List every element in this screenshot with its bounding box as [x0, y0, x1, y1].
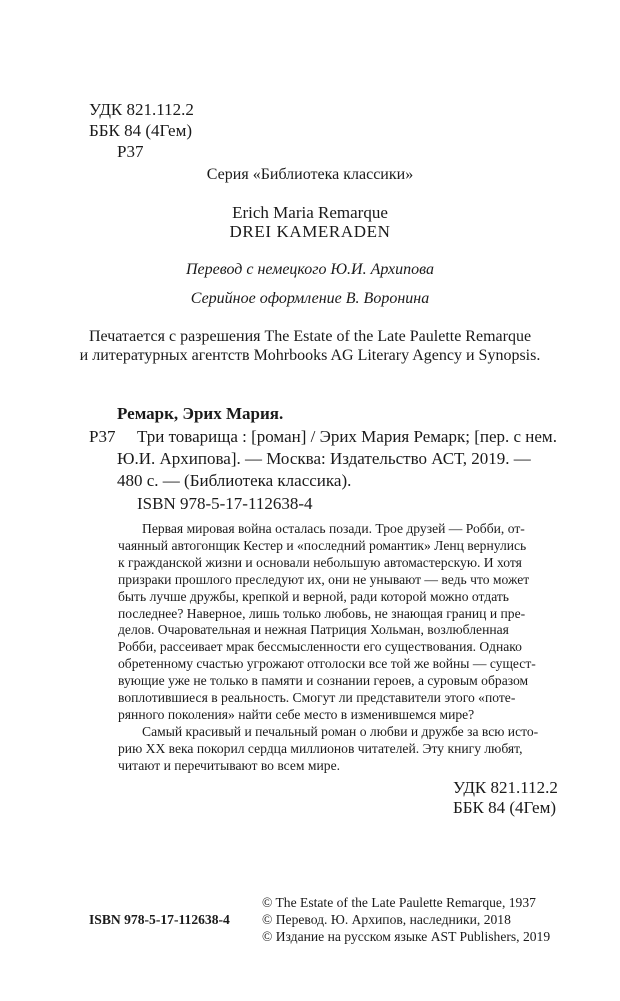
annotation-line: быть лучше дружбы, крепкой и верной, ради которой можно отдать: [118, 588, 510, 604]
series-title: Серия «Библиотека классики»: [206, 166, 414, 183]
annotation-line: делов. Очаровательная и нежная Патриция Хольман, возлюбленная: [118, 622, 509, 638]
permission-line-2: и литературных агентств Mohrbooks AG Literary Agency и Synopsis.: [79, 347, 541, 364]
annotation-line: обретенному счастью угрожают отголоски все той же войны — сущест-: [118, 656, 536, 672]
bbk-code-top: ББК 84 (4Гем): [89, 121, 193, 140]
copyright-line-1: © The Estate of the Late Paulette Remarque, 1937: [262, 895, 536, 910]
original-author: Erich Maria Remarque: [232, 203, 388, 222]
catalog-line-1: Три товарища : [роман] / Эрих Мария Ремарк; [пер. с нем.: [137, 427, 557, 446]
annotation-line: последнее? Наверное, лишь только любовь, не знающая границ и пре-: [118, 605, 526, 621]
copyright-line-2: © Перевод. Ю. Архипов, наследники, 2018: [262, 912, 511, 927]
annotation-line: воплотившиеся в реальность. Смогут ли представители этого «поте-: [118, 690, 516, 706]
annotation-line: призраки прошлого преследуют их, они не унывают — ведь что может: [118, 571, 530, 587]
bbk-code-bottom: ББК 84 (4Гем): [453, 798, 557, 817]
annotation-line: Первая мировая война осталась позади. Трое друзей — Робби, от-: [142, 521, 525, 536]
catalog-line-2: Ю.И. Архипова]. — Москва: Издательство АСТ, 2019. —: [117, 449, 531, 468]
translation-credit: Перевод с немецкого Ю.И. Архипова: [185, 261, 434, 278]
annotation-line: вующие уже не только в памяти и сознании героев, а суровым образом: [118, 673, 529, 689]
catalog-line-3: 480 с. — (Библиотека классика).: [117, 471, 352, 490]
catalog-author-heading: Ремарк, Эрих Мария.: [117, 404, 284, 423]
author-mark-top: Р37: [117, 142, 144, 161]
annotation-line: Робби, рассеивает мрак бессмысленности его существования. Однако: [118, 639, 522, 655]
catalog-isbn: ISBN 978-5-17-112638-4: [137, 494, 313, 513]
catalog-author-mark: Р37: [89, 427, 116, 446]
annotation-line: Самый красивый и печальный роман о любви и дружбе за всю исто-: [142, 723, 539, 739]
copyright-line-3: © Издание на русском языке AST Publishers, 2019: [262, 929, 551, 944]
annotation-line: рию XX века покорил сердца миллионов читателей. Эту книгу любят,: [118, 740, 523, 756]
annotation-line: читают и перечитывают во всем мире.: [118, 757, 341, 773]
design-credit: Серийное оформление В. Воронина: [190, 290, 430, 307]
annotation-line: чаянный автогонщик Кестер и «последний романтик» Ленц вернулись: [118, 537, 527, 553]
annotation-line: к гражданской жизни и основали небольшую автомастерскую. И хотя: [118, 554, 522, 570]
annotation-line: рянного поколения» найти себе место в изменившемся мире?: [118, 706, 475, 722]
udk-code-bottom: УДК 821.112.2: [453, 778, 558, 797]
isbn-bold: ISBN 978-5-17-112638-4: [89, 912, 230, 927]
udk-code-top: УДК 821.112.2: [89, 100, 194, 119]
annotation: [118, 521, 538, 775]
permission-line-1: Печатается с разрешения The Estate of the Late Paulette Remarque: [88, 328, 532, 345]
original-title: DREI KAMERADEN: [229, 222, 391, 241]
